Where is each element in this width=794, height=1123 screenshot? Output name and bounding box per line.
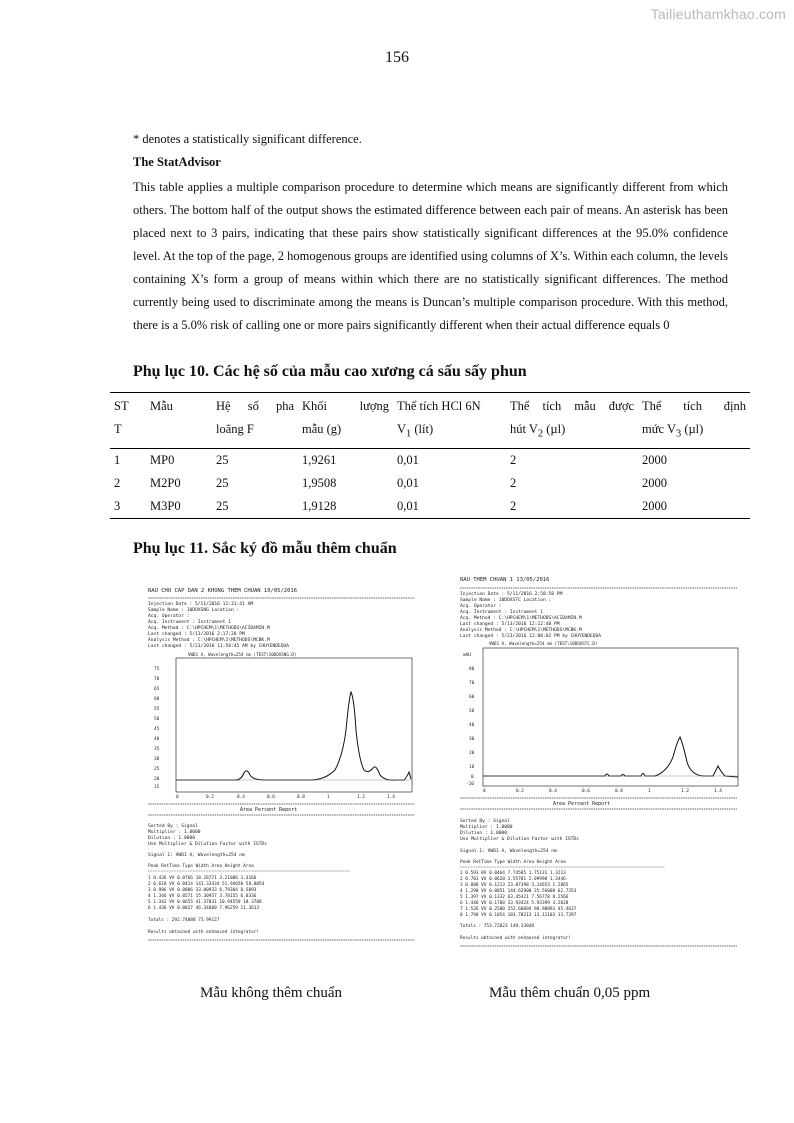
- svg-text:25: 25: [154, 767, 160, 772]
- svg-text:6 1.446 VV 0.1780 33.9342: 6 1.446 VV 0.1780 33.93424 5.93399 4.2028: [460, 901, 569, 906]
- col-header-v3: Thể tích định mức $V_3$ (µl): [642, 399, 746, 440]
- table-cell: 25: [216, 452, 229, 467]
- svg-text:10: 10: [469, 765, 475, 770]
- svg-text:0: 0: [483, 789, 486, 794]
- svg-text:15: 15: [154, 785, 160, 790]
- svg-text:35: 35: [154, 747, 160, 752]
- report-section-title: Area Percent Report: [553, 801, 611, 807]
- table-row: [110, 472, 750, 495]
- svg-text:Injection Date : 5/11/2016 2:: Injection Date : 5/11/2016 2:58:58 PM: [460, 592, 563, 597]
- svg-text:7 1.526 VV 0.2580 252.6009: 7 1.526 VV 0.2580 252.60094 90.98893 45.4637: [460, 907, 577, 912]
- svg-text:60: 60: [154, 697, 160, 702]
- table-cell: MP0: [150, 452, 175, 467]
- col-header-stt: ST T: [114, 399, 129, 436]
- svg-text:Acq. Operator :: Acq. Operator :: [460, 604, 502, 609]
- significance-note: * denotes a statistically significant difference.: [133, 132, 362, 146]
- svg-text:Acq. Method : C:\HPCHEM\1\: Acq. Method : C:\HPCHEM\1\METHODS\ACIDAMIN.M: [148, 626, 270, 631]
- table-cell: 25: [216, 475, 229, 490]
- svg-text:55: 55: [154, 707, 160, 712]
- svg-text:Peak RetTime Type Width Ar: Peak RetTime Type Width Area Height Area: [460, 860, 566, 865]
- svg-text:1 0.436 VV 0.0766 18.2877: 1 0.436 VV 0.0766 18.28771 3.21086 3.3166: [148, 876, 257, 881]
- svg-text:40: 40: [154, 737, 160, 742]
- svg-text:50: 50: [469, 709, 475, 714]
- svg-text:0.6: 0.6: [267, 795, 275, 800]
- svg-text:1.2: 1.2: [357, 795, 365, 800]
- col-header-sample: Mẫu: [150, 399, 173, 413]
- report-section-title: Area Percent Report: [240, 807, 298, 813]
- col-header-dilution: Hệ số pha loãng F: [216, 399, 294, 436]
- table-cell: 2: [510, 475, 517, 490]
- svg-text:2 0.618 VV 0.0414 141.3343: 2 0.618 VV 0.0414 141.33434 51.94658 58.8054: [148, 882, 265, 887]
- appendix-10-heading: Phụ lục 10. Các hệ số của mẫu cao xương cá sấu sấy phun: [133, 363, 527, 380]
- svg-text:Acq. Method : C:\HPCHEM\1\: Acq. Method : C:\HPCHEM\1\METHODS\ACIDAMIN.M: [460, 616, 582, 621]
- svg-text:Sample Name : 10DOXSNG: Sample Name : 10DOXSNG Location :: [148, 608, 240, 613]
- svg-text:Acq. Instrument : Instrument 1: Acq. Instrument : Instrument 1: [460, 610, 543, 615]
- svg-text:Analysis Method : C:\HPCHEM\1\: Analysis Method : C:\HPCHEM\1\METHODS\MCBK.M: [460, 628, 582, 633]
- svg-text:1: 1: [327, 795, 330, 800]
- caption-right: Mẫu thêm chuẩn 0,05 ppm: [489, 985, 651, 1001]
- svg-text:Dilution : 1.0000: Dilution : 1.0000: [460, 831, 508, 836]
- col-header-v1: Thể tích HCl 6N $V_1$ (lít): [397, 399, 481, 440]
- watermark: Tailieuthamkhao.com: [650, 6, 786, 22]
- svg-text:70: 70: [469, 681, 475, 686]
- col-header-v2: Thể tích mẫu được hút $V_2$ (µl): [510, 399, 634, 440]
- svg-text:70: 70: [154, 677, 160, 682]
- svg-text:0.2: 0.2: [516, 789, 524, 794]
- chromatogram-trace: [176, 692, 411, 780]
- table-cell: 2: [510, 452, 517, 467]
- svg-text:3 0.888 VV 0.1213 23.8739: 3 0.888 VV 0.1213 23.87398 3.14653 1.2865: [460, 883, 569, 888]
- report-header: [148, 601, 289, 649]
- svg-text:30: 30: [469, 737, 475, 742]
- svg-text:Use Multiplier & Dilution Fact: Use Multiplier & Dilution Factor with ISTDs: [460, 837, 579, 842]
- table-cell: 3: [114, 498, 121, 513]
- svg-text:1: 1: [648, 789, 651, 794]
- svg-text:Analysis Method : C:\HPCHEM\1\: Analysis Method : C:\HPCHEM\1\METHODS\MCBK.M: [148, 638, 270, 643]
- table-header-row: [110, 393, 750, 449]
- col-header-mass: Khối lượng mẫu (g): [302, 399, 389, 436]
- x-axis-ticks: [483, 788, 722, 794]
- table-row: [110, 495, 750, 519]
- svg-text:Peak RetTime Type Width Ar: Peak RetTime Type Width Area Height Area: [148, 864, 254, 869]
- svg-text:1 0.593 BV 0.0464 7.7458: 1 0.593 BV 0.0464 7.74585 1.75131 1.3213: [460, 871, 566, 876]
- svg-text:Sorted By : Signal: Sorted By : Signal: [460, 819, 510, 824]
- svg-text:-10: -10: [466, 782, 474, 787]
- svg-text:65: 65: [154, 687, 160, 692]
- svg-text:0: 0: [471, 775, 474, 780]
- svg-text:Results obtained with enhanced: Results obtained with enhanced integrator!: [460, 936, 572, 941]
- svg-text:60: 60: [469, 695, 475, 700]
- svg-text:Dilution : 1.0000: Dilution : 1.0000: [148, 836, 196, 841]
- table-cell: 1,9128: [302, 498, 337, 513]
- signal-label: VWD1 A, Wavelength=254 nm (TEST\10DOXSTC.D): [489, 641, 598, 646]
- caption-left: Mẫu không thêm chuẩn: [200, 985, 343, 1001]
- table-row: [110, 448, 750, 472]
- svg-text:0.6: 0.6: [582, 789, 590, 794]
- report-settings: [460, 818, 579, 854]
- svg-text:20: 20: [154, 777, 160, 782]
- table-cell: 0,01: [397, 452, 419, 467]
- chromatogram-trace: [483, 737, 738, 777]
- svg-text:20: 20: [469, 751, 475, 756]
- statadvisor-paragraph: This table applies a multiple comparison procedure to determine which means are significantly different from which others. The bottom half of the output shows the estimated difference between each pair of means. An asterisk has been placed next to 3 pairs, indicating that these pairs show statistically significant differences at the 95.0% confidence level. At the top of the page, 2 homogenous groups are identified using columns of X’s. Within each column, the levels containing X’s form a group of means within which there are no statistically significant differences. The method currently being used to discriminate among the means is Duncan’s multiple comparison procedure. With this method, there is a 5.0% risk of calling one or more pairs significantly different when their actual difference equals 0: [133, 180, 728, 332]
- table-cell: 2000: [642, 452, 667, 467]
- svg-text:30: 30: [154, 757, 160, 762]
- y-axis-ticks: [463, 652, 475, 787]
- svg-text:4 1.346 VV 0.0571 15.3095: 4 1.346 VV 0.0571 15.30957 3.78155 6.0336: [148, 894, 257, 899]
- peak-table: [148, 863, 350, 935]
- svg-text:0.2: 0.2: [206, 795, 214, 800]
- peak-table: [460, 859, 665, 941]
- svg-text:Signal 1: VWD1 A, Wavelength=2: Signal 1: VWD1 A, Wavelength=254 nm: [148, 853, 245, 858]
- table-cell: 1: [114, 452, 121, 467]
- svg-text:3 0.986 VV 0.0806 33.0093: 3 0.986 VV 0.0806 33.00933 6.79304 8.5093: [148, 888, 257, 893]
- svg-text:1.4: 1.4: [714, 789, 722, 794]
- table-cell: 25: [216, 498, 229, 513]
- svg-text:Last changed : 5/23/2016 11: Last changed : 5/23/2016 11:58:45 AM by CHUYENDEQUA: [148, 644, 290, 649]
- appendix-11-heading: Phụ lục 11. Sắc ký đồ mẫu thêm chuẩn: [133, 540, 397, 557]
- report-title: RAU THEM CHUAN 1 13/05/2016: [460, 577, 550, 583]
- coefficient-table: [110, 392, 750, 519]
- svg-text:8 1.790 VV 0.1054 103.7821: 8 1.790 VV 0.1054 103.78213 13.11103 13.7397: [460, 913, 577, 918]
- svg-text:0: 0: [176, 795, 179, 800]
- table-cell: 1,9508: [302, 475, 337, 490]
- table-cell: 0,01: [397, 498, 419, 513]
- svg-text:4 1.298 VV 0.0851 144.6290: 4 1.298 VV 0.0851 144.62900 25.56008 62.7353: [460, 889, 577, 894]
- svg-text:Totals : 753.720: Totals : 753.72023 149.33848: [460, 924, 535, 929]
- report-settings: [148, 823, 267, 858]
- chromatogram-printout-left: [140, 580, 430, 955]
- svg-text:0.8: 0.8: [297, 795, 305, 800]
- svg-text:Injection Date : 5/11/2016 11: Injection Date : 5/11/2016 11:31:41 AM: [148, 602, 254, 607]
- table-cell: 0,01: [397, 475, 419, 490]
- svg-text:Last changed : 5/13/2016 12: Last changed : 5/13/2016 12:12:40 PM: [460, 622, 560, 627]
- svg-text:Use Multiplier & Dilution Fact: Use Multiplier & Dilution Factor with ISTDs: [148, 842, 267, 847]
- svg-text:0.8: 0.8: [615, 789, 623, 794]
- svg-text:5 1.342 VV 0.0655 41.3783: 5 1.342 VV 0.0655 41.37831 10.94559 18.3788: [148, 900, 262, 905]
- report-title: RAU CHO CAP DAN 2 KHONG THEM CHUAN 10/05/2016: [148, 588, 298, 594]
- svg-text:45: 45: [154, 727, 160, 732]
- svg-text:0.4: 0.4: [549, 789, 557, 794]
- table-cell: 1,9261: [302, 452, 337, 467]
- svg-text:Sample Name : 10DOXSTC: Sample Name : 10DOXSTC Location :: [460, 598, 552, 603]
- svg-text:5 1.397 VV 0.1332 63.4542: 5 1.397 VV 0.1332 63.45421 7.56778 8.2566: [460, 895, 569, 900]
- svg-text:Results obtained with enhanced: Results obtained with enhanced integrator!: [148, 930, 260, 935]
- table-cell: M3P0: [150, 498, 181, 513]
- table-cell: M2P0: [150, 475, 181, 490]
- svg-text:75: 75: [154, 667, 160, 672]
- table-cell: 2000: [642, 475, 667, 490]
- svg-text:Sorted By : Signal: Sorted By : Signal: [148, 824, 198, 829]
- y-axis-ticks: [154, 666, 160, 790]
- signal-label: VWD1 A, Wavelength=254 nm (TEST\10DOXSNG.D): [188, 652, 297, 657]
- chromatogram-printout-right: [455, 572, 745, 954]
- svg-text:Multiplier : 1.0000: Multiplier : 1.0000: [460, 825, 513, 830]
- svg-text:80: 80: [469, 667, 475, 672]
- svg-text:Signal 1: VWD1 A, Wavelength=2: Signal 1: VWD1 A, Wavelength=254 nm: [460, 849, 557, 854]
- page-number: 156: [385, 49, 409, 66]
- svg-text:Totals : 292.7: Totals : 292.74888 73.99127: [148, 918, 220, 923]
- svg-text:0.4: 0.4: [237, 795, 245, 800]
- svg-text:1.2: 1.2: [681, 789, 689, 794]
- svg-text:2 0.703 VV 0.0620 3.5578: 2 0.703 VV 0.0620 3.55781 2.09990 1.3446: [460, 877, 566, 882]
- svg-text:Acq. Instrument : Instrument 1: Acq. Instrument : Instrument 1: [148, 620, 231, 625]
- svg-text:Acq. Operator :: Acq. Operator :: [148, 614, 190, 619]
- svg-text:1.4: 1.4: [387, 795, 395, 800]
- svg-text:Last changed : 5/23/2016 12: Last changed : 5/23/2016 12:00:02 PM by CHUYENDEQUA: [460, 634, 602, 639]
- table-cell: 2: [510, 498, 517, 513]
- table-cell: 2000: [642, 498, 667, 513]
- x-axis-ticks: [176, 794, 395, 800]
- report-header: [460, 591, 601, 639]
- svg-text:Multiplier : 1.0000: Multiplier : 1.0000: [148, 830, 201, 835]
- svg-text:40: 40: [469, 723, 475, 728]
- svg-text:Last changed : 5/13/2016 2:: Last changed : 5/13/2016 2:17:20 PM: [148, 632, 245, 637]
- table-cell: 2: [114, 475, 121, 490]
- statadvisor-title: The StatAdvisor: [133, 155, 221, 169]
- svg-text:mAU: mAU: [463, 653, 471, 658]
- svg-text:6 1.436 VV 0.0827 46.3480: 6 1.436 VV 0.0827 46.34800 7.96259 11.3613: [148, 906, 260, 911]
- svg-text:50: 50: [154, 717, 160, 722]
